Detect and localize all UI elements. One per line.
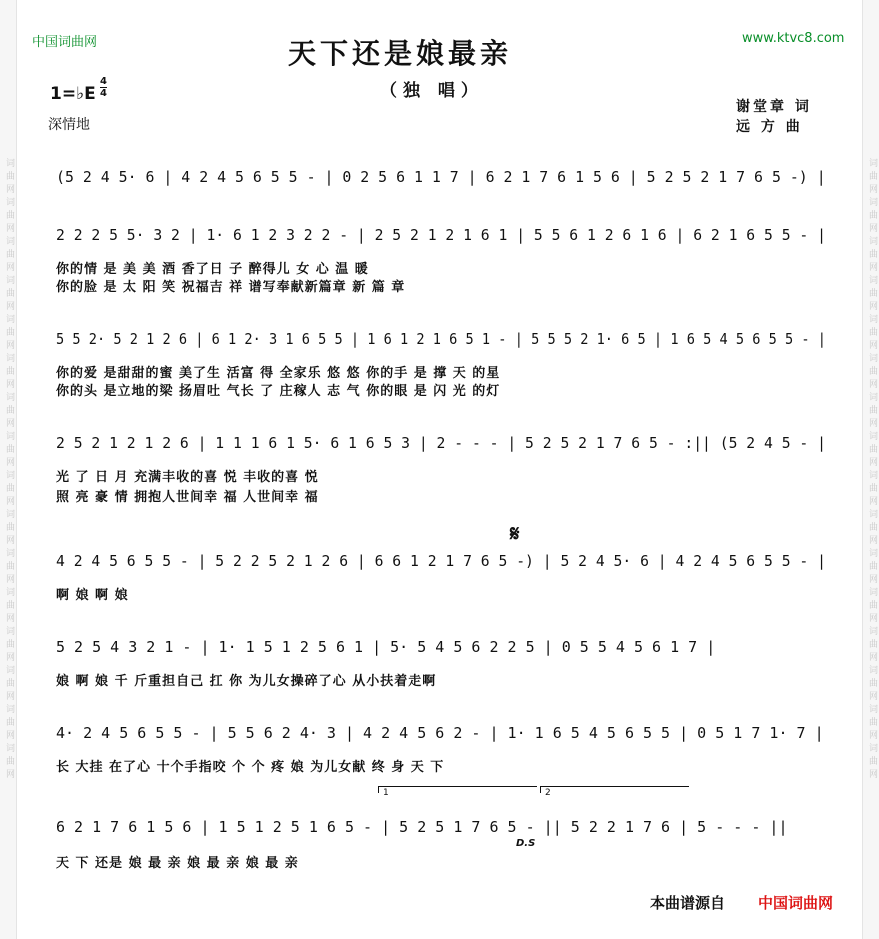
- score-row-5-notes: 4 2 4 5 6 5 5 - | 5 2 2 5 2 1 2 6 | 6 6 1 2 1 7 6 5 -) | 5 2 4 5· 6 | 4 2 4 5 6 5 5 - |: [56, 552, 826, 570]
- volta-1-bracket: [378, 786, 537, 793]
- time-signature: [100, 76, 107, 99]
- score-row-4-lyrics-1: 光 了 日 月 充满丰收的喜 悦 丰收的喜 悦: [56, 470, 319, 485]
- score-row-2-lyrics-1: 你的情 是 美 美 酒 香了日 子 醉得儿 女 心 温 暖: [56, 262, 369, 277]
- score-row-4-lyrics-2: 照 亮 豪 情 拥抱人世间幸 福 人世间幸 福: [56, 490, 319, 505]
- volta-2-label: 2: [545, 788, 551, 798]
- score-row-7-notes: 4· 2 4 5 6 5 5 - | 5 5 6 2 4· 3 | 4 2 4 5 6 2 - | 1· 1 6 5 4 5 6 5 5 | 0 5 1 7 1· 7 |: [56, 724, 824, 742]
- score-row-1-notes: (5 2 4 5· 6 | 4 2 4 5 6 5 5 - | 0 2 5 6 1 1 7 | 6 2 1 7 6 1 5 6 | 5 2 5 2 1 7 6 5 -) |: [56, 168, 826, 186]
- volta-1-label: 1: [383, 788, 389, 798]
- key-signature: 1=♭E: [50, 84, 96, 104]
- score-row-2-lyrics-2: 你的脸 是 太 阳 笑 祝福吉 祥 谱写奉献新篇章 新 篇 章: [56, 280, 406, 295]
- time-bottom: 4: [100, 88, 107, 99]
- lyricist-credit: 谢堂章 词: [736, 99, 812, 115]
- ds-mark: D.S: [516, 838, 536, 849]
- score-row-3-notes: 5 5 2· 5 2 1 2 6 | 6 1 2· 3 1 6 5 5 | 1 6 1 2 1 6 5 1 - | 5 5 5 2 1· 6 5 | 1 6 5 4 5 6 5 5 - |: [56, 330, 826, 348]
- song-title: 天下还是娘最亲: [288, 37, 513, 70]
- site-url-right[interactable]: www.ktvc8.com: [742, 31, 845, 46]
- site-name-left[interactable]: 中国词曲网: [32, 35, 98, 50]
- score-row-6-notes: 5 2 5 4 3 2 1 - | 1· 1 5 1 2 5 6 1 | 5· 5 4 5 6 2 2 5 | 0 5 5 4 5 6 1 7 |: [56, 638, 716, 656]
- score-row-7-lyrics-1: 长 大挂 在了心 十个手指咬 个 个 疼 娘 为儿女献 终 身 天 下: [56, 760, 445, 775]
- time-top: 4: [100, 76, 107, 87]
- tempo-marking: 深情地: [48, 117, 90, 133]
- segno-sign: 𝄋: [510, 522, 520, 547]
- score-row-8-lyrics-1: 天 下 还是 娘 最 亲 娘 最 亲 娘 最 亲: [56, 856, 299, 871]
- source-site-link[interactable]: 中国词曲网: [758, 894, 834, 912]
- song-subtitle: （独 唱）: [380, 81, 484, 101]
- composer-credit: 远 方 曲: [736, 119, 803, 135]
- score-row-8-notes: 6 2 1 7 6 1 5 6 | 1 5 1 2 5 1 6 5 - | 5 2 5 1 7 6 5 - || 5 2 2 1 7 6 | 5 - - - ||: [56, 818, 788, 836]
- score-row-4-notes: 2 5 2 1 2 1 2 6 | 1 1 1 6 1 5· 6 1 6 5 3 | 2 - - - | 5 2 5 2 1 7 6 5 - :|| (5 2 4 5 - |: [56, 434, 826, 452]
- score-row-3-lyrics-1: 你的爱 是甜甜的蜜 美了生 活富 得 全家乐 悠 悠 你的手 是 撑 天 的星: [56, 366, 501, 381]
- source-label: 本曲谱源自: [650, 894, 726, 912]
- score-row-2-notes: 2 2 2 5 5· 3 2 | 1· 6 1 2 3 2 2 - | 2 5 2 1 2 1 6 1 | 5 5 6 1 2 6 1 6 | 6 2 1 6 5 5 - |: [56, 226, 826, 244]
- score-row-3-lyrics-2: 你的头 是立地的梁 扬眉吐 气长 了 庄稼人 志 气 你的眼 是 闪 光 的灯: [56, 384, 501, 399]
- side-watermark-left: 词曲网词曲网词曲网词曲网词曲网词曲网词曲网词曲网词曲网词曲网词曲网词曲网词曲网词曲网词曲网词曲网: [0, 0, 17, 939]
- volta-2-bracket: [540, 786, 689, 793]
- side-watermark-right: 词曲网词曲网词曲网词曲网词曲网词曲网词曲网词曲网词曲网词曲网词曲网词曲网词曲网词曲网词曲网词曲网: [862, 0, 879, 939]
- score-row-6-lyrics-1: 娘 啊 娘 千 斤重担自己 扛 你 为儿女操碎了心 从小扶着走啊: [56, 674, 437, 689]
- score-row-5-lyrics-1: 啊 娘 啊 娘: [56, 588, 129, 603]
